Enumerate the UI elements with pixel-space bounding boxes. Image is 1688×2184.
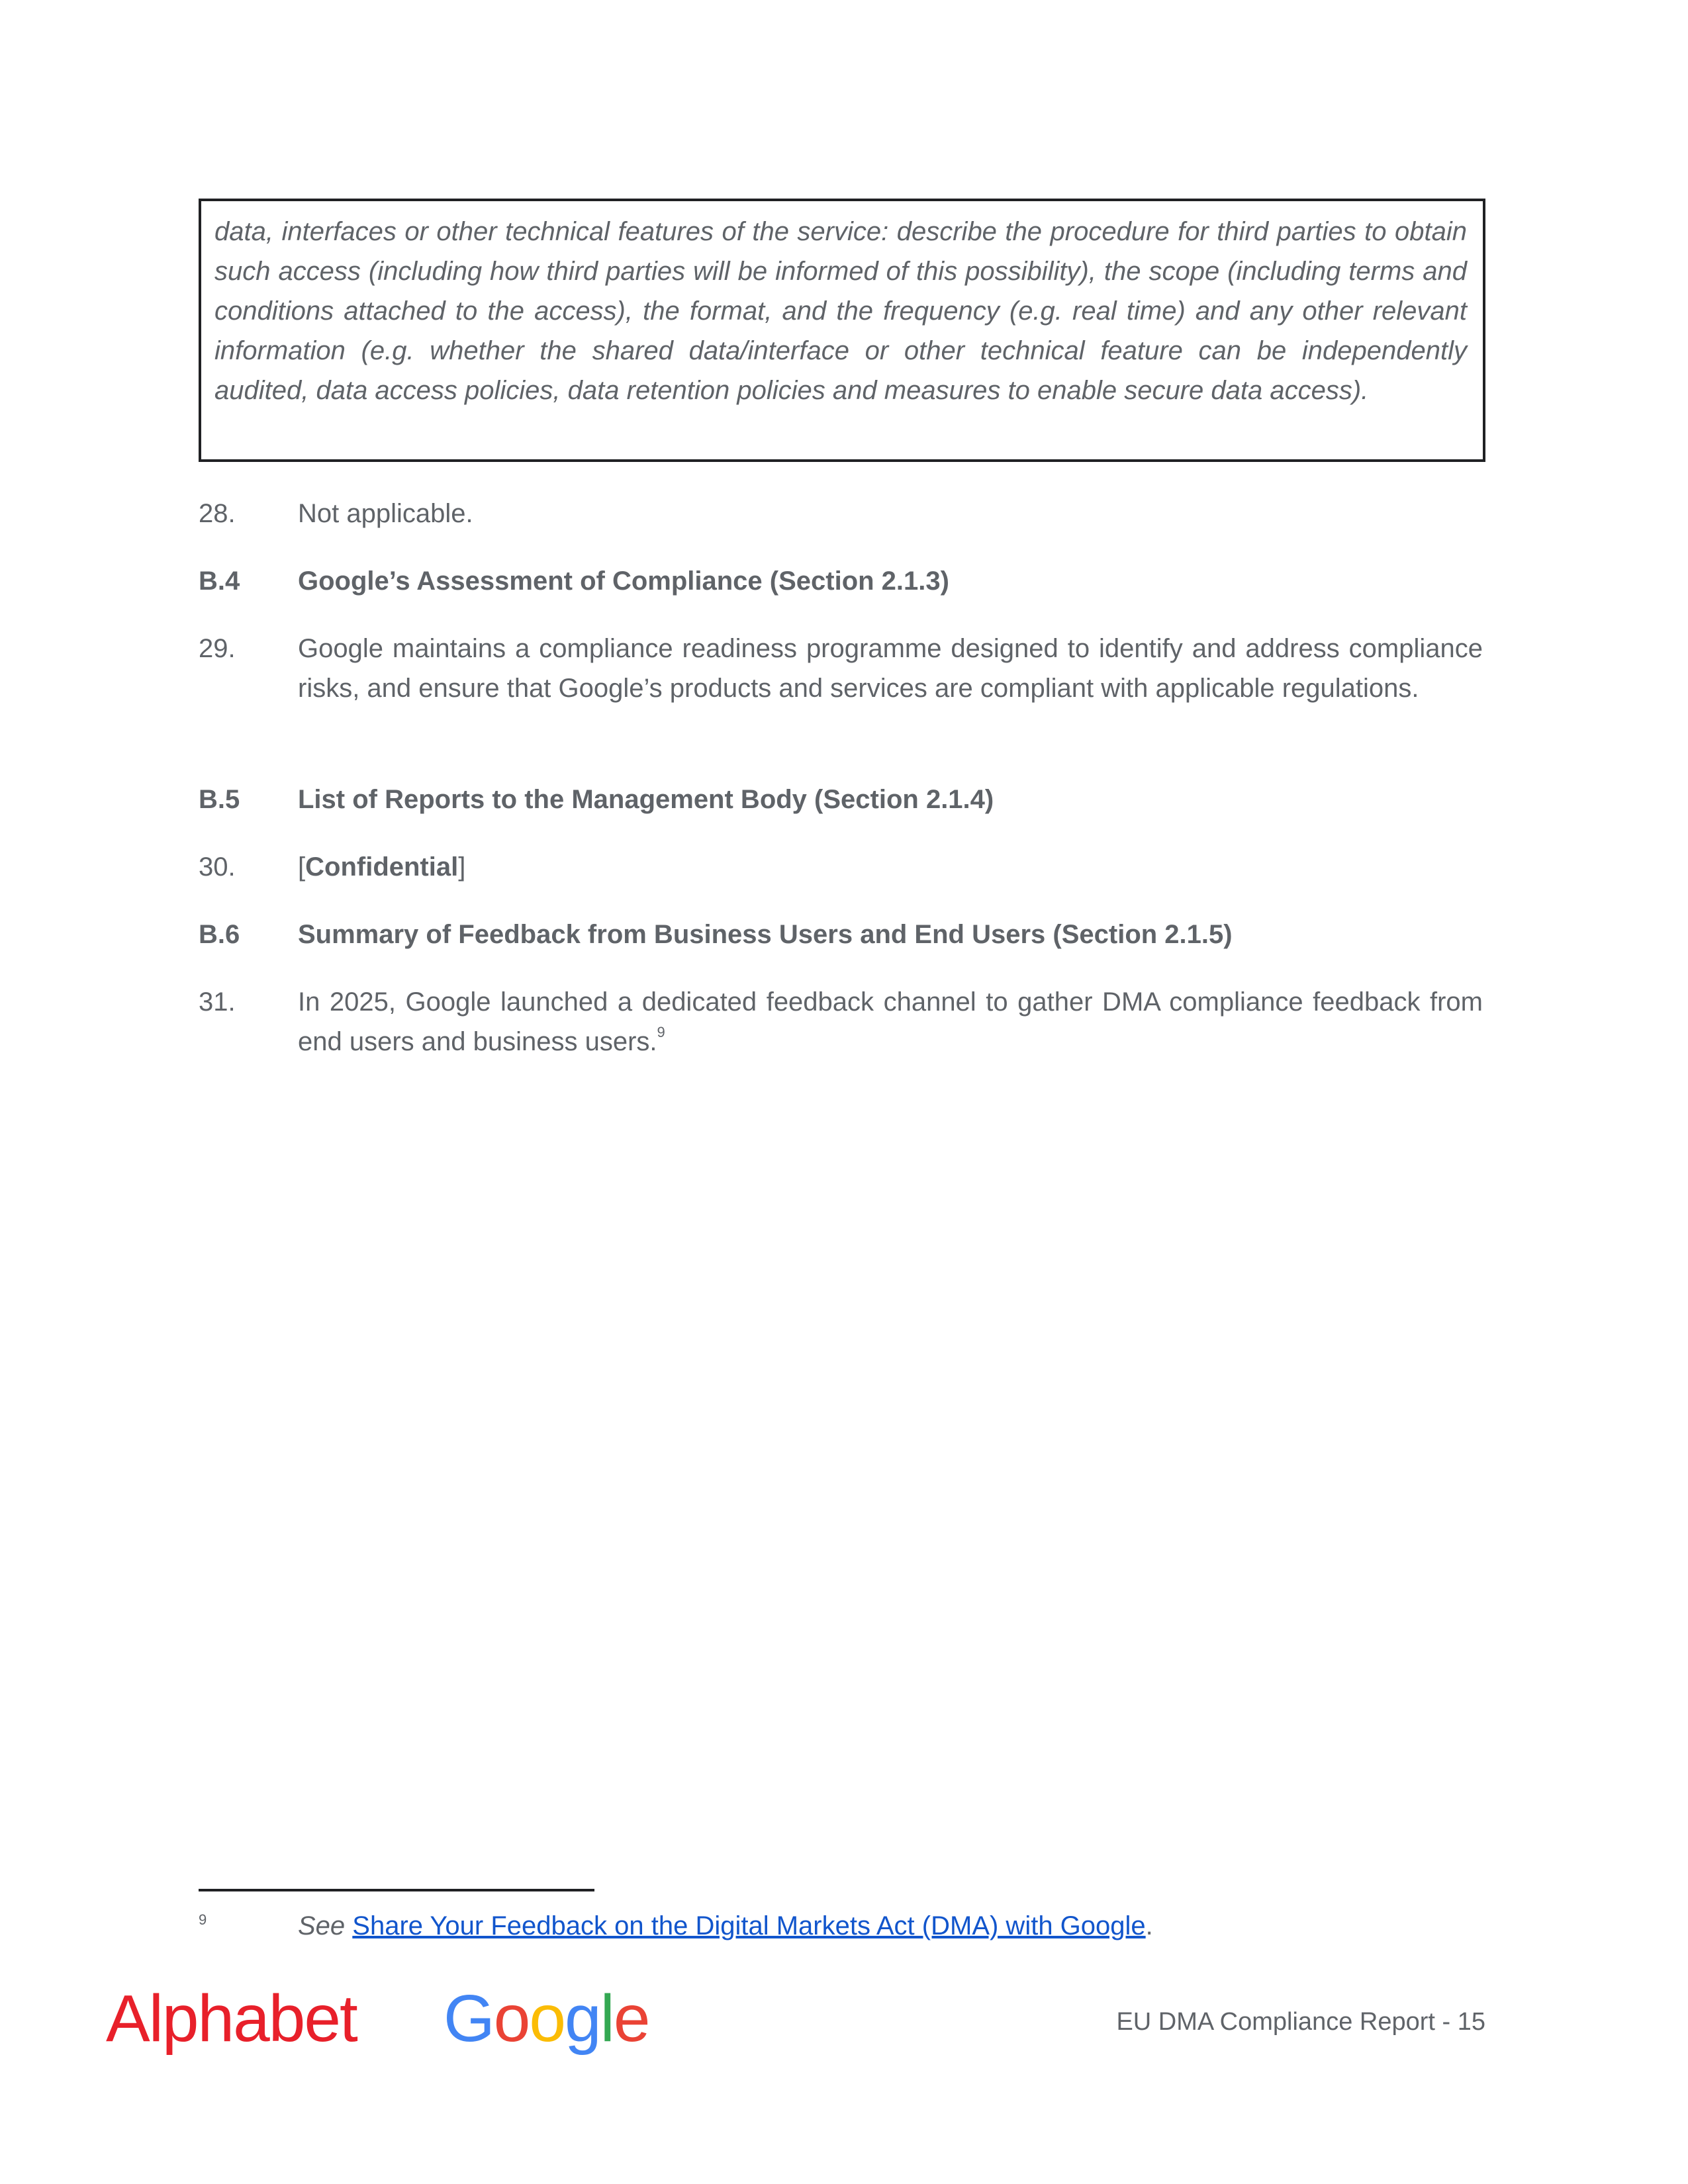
- footnote-reference[interactable]: 9: [657, 1023, 665, 1040]
- google-logo: [444, 1979, 649, 2058]
- paragraph-number: 30.: [199, 852, 236, 882]
- confidential-label: Confidential: [305, 852, 459, 882]
- requirement-text: data, interfaces or other technical features of the service: describe the procedure for third parties to obtain such access (including how third parties will be informed of this possibility), the scope (including terms and conditions attached to the access), the format, and the frequency (e.g. real time) and any other relevant information (e.g. whether the shared data/interface or other technical feature can be independently audited, data access policies, data retention policies and measures to enable secure data access).: [214, 217, 1467, 405]
- section-title: Google’s Assessment of Compliance (Section 2.1.3): [298, 567, 949, 596]
- google-logo-letter: g: [565, 1981, 600, 2056]
- footer-page-label: EU DMA Compliance Report - 15: [1116, 2008, 1485, 2036]
- requirement-box: [199, 199, 1485, 462]
- paragraph-text: [298, 982, 1483, 1062]
- footnote-link[interactable]: Share Your Feedback on the Digital Markets Act (DMA) with Google: [352, 1911, 1146, 1940]
- footnote-text: [298, 1906, 1153, 1946]
- paragraph-text: [298, 847, 1483, 887]
- paragraph-number: 31.: [199, 987, 236, 1017]
- google-logo-letter: G: [444, 1981, 494, 2056]
- section-title: Summary of Feedback from Business Users and End Users (Section 2.1.5): [298, 920, 1233, 949]
- google-logo-letter: o: [493, 1981, 530, 2056]
- footnote-mark: 9: [199, 1911, 207, 1928]
- google-logo-letter: o: [529, 1981, 565, 2056]
- section-number: B.4: [199, 567, 240, 596]
- google-logo-letter: l: [600, 1981, 614, 2056]
- paragraph-number: 28.: [199, 499, 236, 528]
- google-logo-letter: e: [613, 1981, 649, 2056]
- alphabet-logo: Alphabet: [106, 1981, 357, 2056]
- paragraph-text: Google maintains a compliance readiness programme designed to identify and address compliance risks, and ensure that Google’s products and services are compliant with applicable regulations.: [298, 634, 1483, 703]
- footnote-see: See: [298, 1911, 346, 1940]
- bracket-open: [: [298, 852, 306, 882]
- section-number: B.6: [199, 920, 240, 949]
- paragraph-text: Not applicable.: [298, 499, 473, 528]
- bracket-close: ]: [458, 852, 466, 882]
- section-number: B.5: [199, 785, 240, 814]
- paragraph-number: 29.: [199, 634, 236, 663]
- footnote-divider: [199, 1889, 594, 1891]
- section-title: List of Reports to the Management Body (Section 2.1.4): [298, 785, 994, 814]
- footnote-end: .: [1145, 1911, 1153, 1940]
- paragraph-body: In 2025, Google launched a dedicated feedback channel to gather DMA compliance feedback from end users and business users.: [298, 987, 1483, 1056]
